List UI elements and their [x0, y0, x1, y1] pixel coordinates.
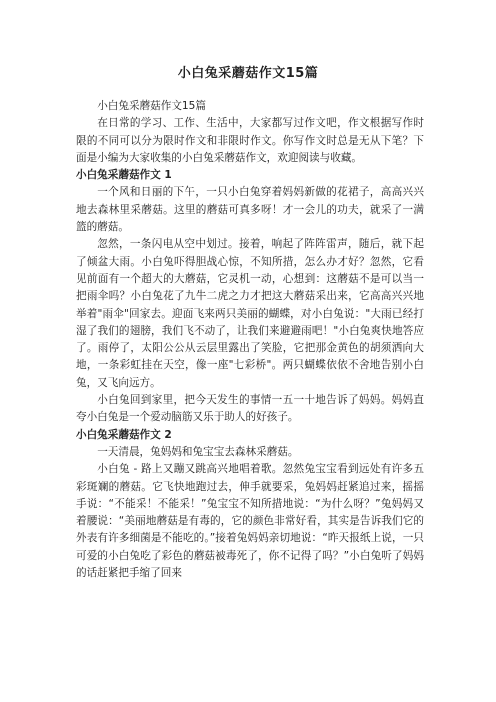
section-heading: 小白兔采蘑菇作文 2 — [76, 428, 172, 441]
body-paragraph: 一天清晨，兔妈妈和兔宝宝去森林采蘑菇。 — [97, 445, 299, 458]
document-body — [76, 98, 424, 582]
document-subtitle: 小白兔采蘑菇作文15篇 — [97, 100, 207, 112]
section-heading: 小白兔采蘑菇作文 1 — [76, 169, 172, 182]
body-paragraph: 一个风和日丽的下午，一只小白兔穿着妈妈新做的花裙子，高高兴兴地去森林里采蘑菇。这里的蘑菇可真多呀！才一会儿的功夫，就采了一满篮的蘑菇。 — [76, 186, 424, 234]
document-title: 小白兔采蘑菇作文15篇 — [177, 66, 319, 81]
body-paragraph: 小白兔回到家里，把今天发生的事情一五一十地告诉了妈妈。妈妈直夸小白兔是一个爱动脑筋又乐于助人的好孩子。 — [76, 394, 424, 424]
intro-paragraph: 在日常的学习、工作、生活中，大家都写过作文吧，作文根据写作时限的不同可以分为限时作文和非限时作文。你写作文时总是无从下笔？下面是小编为大家收集的小白兔采蘑菇作文，欢迎阅读与收藏。 — [76, 117, 424, 164]
body-paragraph: 小白兔 - 路上又蹦又跳高兴地唱着歌。忽然兔宝宝看到远处有许多五彩斑斓的蘑菇。它飞快地跑过去，伸手就要采，兔妈妈赶紧追过来，摇摇手说：“不能采！不能采！”兔宝宝不知所措地说：“为什么呀？”兔妈妈又着腰说：“美丽地蘑菇是有毒的，它的颜色非常好看，其实是告诉我们它的外表有许多细菌是不能吃的。”接着兔妈妈亲切地说：“昨天报纸上说，一只可爱的小白兔吃了彩色的蘑菇被毒死了，你不记得了吗？”小白兔听了妈妈的话赶紧把手缩了回来 — [76, 463, 424, 580]
body-paragraph: 忽然，一条闪电从空中划过。接着，响起了阵阵雷声，随后，就下起了倾盆大雨。小白兔吓得胆战心惊，不知所措，怎么办才好？忽然，它看见前面有一个超大的大蘑菇，它灵机一动，心想到：这蘑菇不是可以当一把雨伞吗？小白兔花了九牛二虎之力才把这大蘑菇采出来，它高高兴兴地举着"雨伞"回家去。迎面飞来两只美丽的蝴蝶，对小白兔说："大雨已经打湿了我们的翅膀，我们飞不动了，让我们来避避雨吧！"小白兔爽快地答应了。雨停了，太阳公公从云层里露出了笑脸，它把那金黄色的胡须洒向大地，一条彩虹挂在天空，像一座"七彩桥"。两只蝴蝶依依不舍地告别小白兔，又飞向远方。 — [76, 238, 424, 389]
